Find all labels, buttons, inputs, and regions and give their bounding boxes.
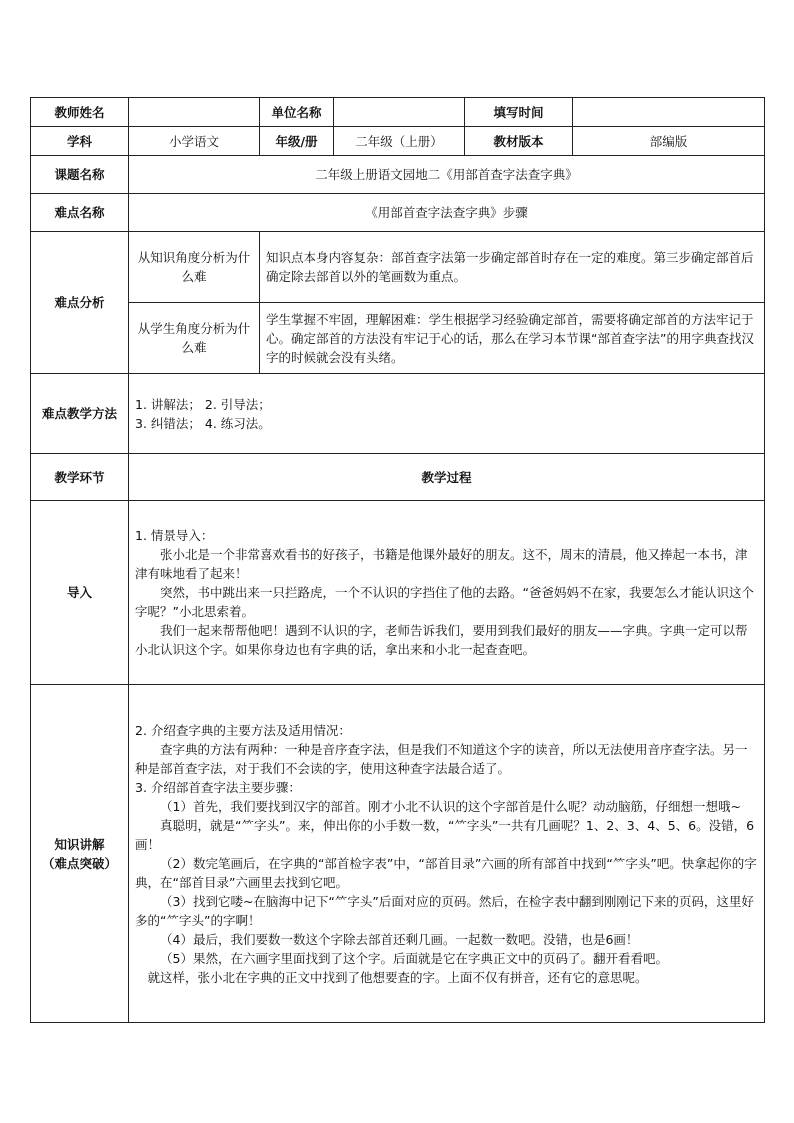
analysis-label: 难点分析 bbox=[31, 232, 129, 374]
methods-label: 难点教学方法 bbox=[31, 374, 129, 454]
knowledge-text bbox=[129, 685, 765, 1023]
knowledge-p9: （5）果然，在六画字里面找到了这个字。后面就是它在字典正文中的页码了。翻开看看吧。 bbox=[160, 950, 668, 966]
info-row-2 bbox=[31, 127, 765, 156]
intro-label: 导入 bbox=[31, 501, 129, 685]
teacher-name-label: 教师姓名 bbox=[31, 98, 129, 127]
knowledge-label bbox=[31, 685, 129, 1023]
fill-date-value bbox=[573, 98, 765, 127]
methods-line-1: 1. 讲解法； 2. 引导法； bbox=[135, 396, 271, 412]
knowledge-p4: （1）首先，我们要找到汉字的部首。刚才小北不认识的这个字部首是什么呢？动动脑筋，仔细想一想哦~ bbox=[160, 798, 741, 814]
intro-p1: 1. 情景导入： bbox=[135, 528, 214, 543]
knowledge-p6: （2）数完笔画后，在字典的“部首检字表”中，“部首目录”六画的所有部首中找到“⺮字头”吧。快拿起你的字典，在“部首目录”六画里去找到它吧。 bbox=[135, 855, 757, 890]
subject-value: 小学语文 bbox=[129, 127, 260, 156]
grade-value: 二年级（上册） bbox=[334, 127, 465, 156]
stage-header: 教学环节 bbox=[31, 454, 129, 501]
lesson-design-table bbox=[30, 97, 765, 1023]
student-angle-label: 从学生角度分析为什么难 bbox=[129, 303, 260, 374]
knowledge-angle-text: 知识点本身内容复杂：部首查字法第一步确定部首时存在一定的难度。第三步确定部首后确定除去部首以外的笔画数为重点。 bbox=[260, 232, 765, 303]
knowledge-p3: 3. 介绍部首查字法主要步骤： bbox=[135, 779, 301, 795]
methods-line-2: 3. 纠错法； 4. 练习法。 bbox=[135, 415, 271, 431]
knowledge-p8: （4）最后，我们要数一数这个字除去部首还剩几画。一起数一数吧。没错，也是6画！ bbox=[160, 931, 639, 947]
methods-row bbox=[31, 374, 765, 454]
topic-value: 二年级上册语文园地二《用部首查字法查字典》 bbox=[129, 156, 765, 194]
process-header-row bbox=[31, 454, 765, 501]
analysis-knowledge-row bbox=[31, 232, 765, 303]
intro-p4: 我们一起来帮帮他吧！遇到不认识的字，老师告诉我们，要用到我们最好的朋友——字典。字典一定可以帮小北认识这个字。如果你身边也有字典的话，拿出来和小北一起查查吧。 bbox=[135, 623, 748, 657]
grade-label: 年级/册 bbox=[260, 127, 334, 156]
teacher-name-value bbox=[129, 98, 260, 127]
knowledge-p2: 查字典的方法有两种：一种是音序查字法，但是我们不知道这个字的读音，所以无法使用音序查字法。另一种是部首查字法，对于我们不会读的字，使用这种查字法最合适了。 bbox=[135, 741, 748, 776]
intro-row bbox=[31, 501, 765, 685]
unit-name-label: 单位名称 bbox=[260, 98, 334, 127]
intro-p2: 张小北是一个非常喜欢看书的好孩子，书籍是他课外最好的朋友。这不，周末的清晨，他又捧起一本书，津津有味地看了起来！ bbox=[135, 547, 748, 581]
edition-value: 部编版 bbox=[573, 127, 765, 156]
knowledge-row bbox=[31, 685, 765, 1023]
knowledge-p10: 就这样，张小北在字典的正文中找到了他想要查的字。上面不仅有拼音，还有它的意思呢。 bbox=[147, 969, 648, 985]
difficulty-row bbox=[31, 194, 765, 232]
knowledge-angle-label: 从知识角度分析为什么难 bbox=[129, 232, 260, 303]
info-row-1 bbox=[31, 98, 765, 127]
process-header: 教学过程 bbox=[129, 454, 765, 501]
analysis-student-row bbox=[31, 303, 765, 374]
knowledge-label-line-2: （难点突破） bbox=[41, 855, 117, 871]
difficulty-value: 《用部首查字法查字典》步骤 bbox=[129, 194, 765, 232]
subject-label: 学科 bbox=[31, 127, 129, 156]
topic-label: 课题名称 bbox=[31, 156, 129, 194]
difficulty-label: 难点名称 bbox=[31, 194, 129, 232]
student-angle-text: 学生掌握不牢固，理解困难：学生根据学习经验确定部首，需要将确定部首的方法牢记于心。确定部首的方法没有牢记于心的话，那么在学习本节课“部首查字法”的用字典查找汉字的时候就会没有头绪。 bbox=[260, 303, 765, 374]
fill-date-label: 填写时间 bbox=[465, 98, 573, 127]
methods-text bbox=[129, 374, 765, 454]
unit-name-value bbox=[334, 98, 465, 127]
knowledge-p7: （3）找到它喽~在脑海中记下“⺮字头”后面对应的页码。然后，在检字表中翻到刚刚记下来的页码，这里好多的“⺮字头”的字啊！ bbox=[135, 893, 754, 928]
intro-text bbox=[129, 501, 765, 685]
knowledge-p1: 2. 介绍查字典的主要方法及适用情况： bbox=[135, 722, 351, 738]
knowledge-p5: 真聪明，就是“⺮字头”。来，伸出你的小手数一数，“⺮字头”一共有几画呢？1、2、3、4、5、6。没错，6画！ bbox=[135, 817, 755, 852]
knowledge-label-line-1: 知识讲解 bbox=[54, 836, 105, 852]
intro-p3: 突然，书中跳出来一只拦路虎，一个不认识的字挡住了他的去路。“爸爸妈妈不在家，我要怎么才能认识这个字呢？”小北思索着。 bbox=[135, 585, 754, 619]
topic-row bbox=[31, 156, 765, 194]
edition-label: 教材版本 bbox=[465, 127, 573, 156]
